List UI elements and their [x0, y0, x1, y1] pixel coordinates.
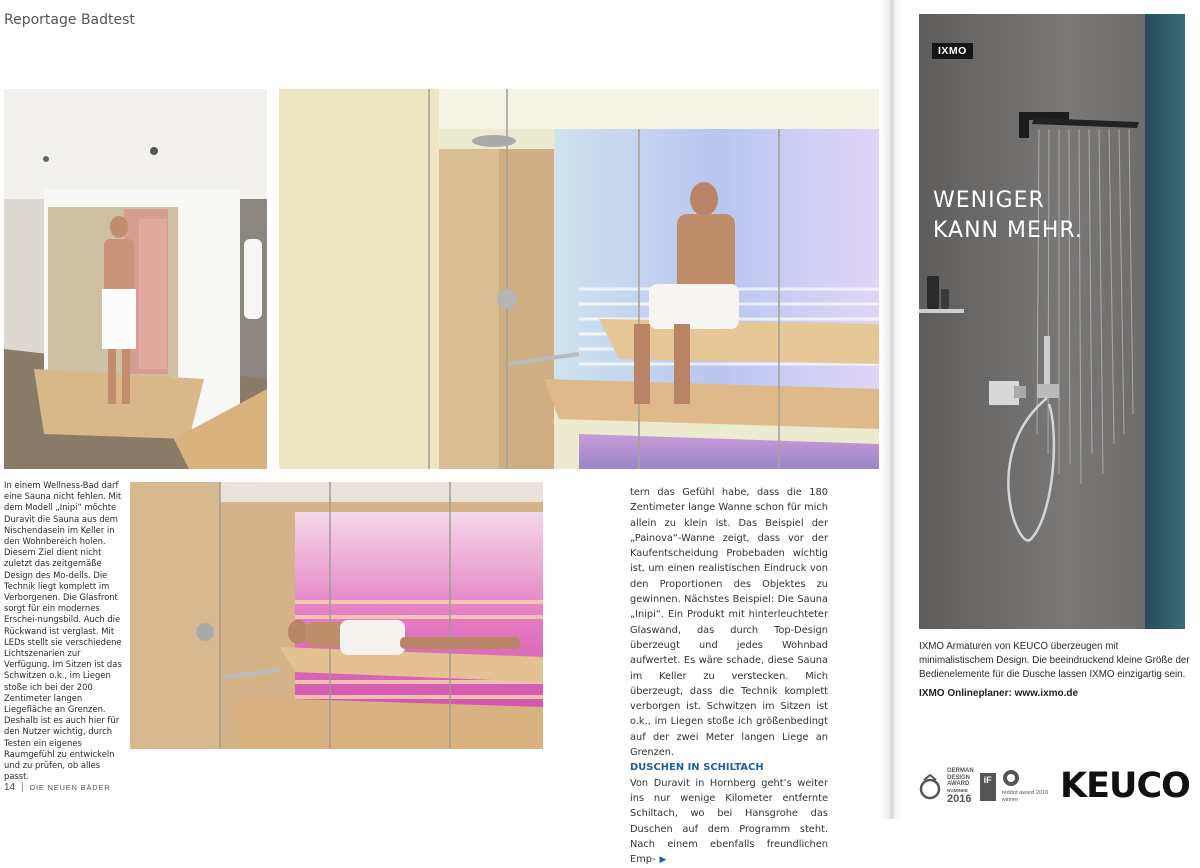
- award-text-line: NOMINEE: [947, 787, 969, 793]
- page-spine: [880, 0, 902, 819]
- ad-website-link[interactable]: IXMO Onlineplaner: www.ixmo.de: [919, 688, 1079, 699]
- body-paragraph: tern das Gefühl habe, dass die 180 Zentimeter lange Wanne schon für mich allein zu klein ist. Das Beispiel der „Painova“-Wanne zeigt, dass vor der Kaufentscheidung Probebaden wichtig ist, um einen realistischen Eindruck von den Proportionen des Objektes zu gewinnen. Nächstes Beispiel: Die Sauna „Inipi“. Ein Produkt mit hinterleuchteter Glaswand, das durch Top-Design überzeugt und jedes Wohnbad aufwertet. Es wäre schade, diese Sauna im Keller zu verstecken. Mich überzeugt, dass die Technik komplett verborgen ist. Schwitzen im Sitzen ist o.k., im Liegen stoße ich größenbedingt auf der zwei Meter langen Liege an Grenzen.: [630, 487, 828, 759]
- award-medal-icon: [919, 774, 941, 800]
- magazine-name: DIE NEUEN BÄDER: [29, 783, 111, 792]
- body-paragraph: Von Duravit in Hornberg geht’s weiter ins nur wenige Kilometer entfernte Schiltach, wo bei Hansgrohe das Duschen auf dem Programm steht. Nach einem ebenfalls freundlichen Emp-: [630, 777, 828, 866]
- reddot-label: reddot award 2016: [1001, 790, 1049, 796]
- award-text-line: GERMAN: [947, 768, 974, 774]
- ad-shower-image: [919, 14, 1185, 629]
- ad-body-text: IXMO Armaturen von KEUCO überzeugen mit minimalistischem Design. Die beeindruckend kleine Größe der Bedienelemente für die Dusche lassen IXMO einzigartig sein.: [919, 641, 1190, 680]
- keuco-logo: KEUCO: [1060, 766, 1190, 806]
- body-paragraph: In einem Wellness-Bad darf eine Sauna nicht fehlen. Mit dem Modell „Inipi“ möchte Duravit die Sauna aus dem Nischendasein im Keller in den Wohnbereich holen. Diesem Ziel dient nicht zuletzt das zeitgemäße Design des Mo-dells. Die Technik liegt komplett im Verborgenen. Die Glasfront sorgt für ein modernes Erschei-nungsbild. Auch die Rückwand ist verglast. Mit LEDs stellt sie verschiedene Lichtszenarien zur Verfügung. Im Sitzen ist das Schwitzen o.k., im Liegen stoße ich bei der 200 Zentimeter langen Liegefläche an Grenzen. Deshalb ist es auch hier für den Nutzer wichtig, durch Testen ein eigenes Raumgefühl zu entwickeln und zu prüfen, ob alles passt.: [4, 480, 122, 782]
- award-year: 2016: [947, 793, 972, 805]
- award-text-line: DESIGN: [947, 774, 971, 781]
- subheading: DUSCHEN IN SCHILTACH: [630, 762, 764, 774]
- section-title: Reportage Badtest: [4, 12, 135, 28]
- photo-sauna-lying: [130, 482, 543, 749]
- ad-brand-tag: IXMO: [932, 43, 973, 59]
- body-column-right: [630, 485, 828, 868]
- page-number: 14: [4, 782, 16, 793]
- page-footer: [4, 782, 111, 793]
- if-award-logo: iF: [980, 773, 996, 801]
- footer-separator: |: [21, 782, 24, 793]
- reddot-label: winner: [1001, 797, 1019, 803]
- reddot-icon: [1002, 769, 1020, 787]
- award-logos: [919, 768, 1048, 805]
- photo-sauna-sitting: [279, 89, 879, 469]
- photo-sauna-room: [4, 89, 267, 469]
- ad-headline: [933, 186, 1083, 246]
- award-text-line: AWARD: [947, 781, 970, 787]
- german-design-award: [947, 768, 974, 805]
- ad-headline-line: WENIGER: [933, 188, 1045, 213]
- ad-headline-line: KANN MEHR.: [933, 218, 1083, 243]
- reddot-award: [1002, 769, 1049, 804]
- continue-arrow-icon: ▶: [659, 855, 667, 866]
- body-column-left: [4, 480, 122, 782]
